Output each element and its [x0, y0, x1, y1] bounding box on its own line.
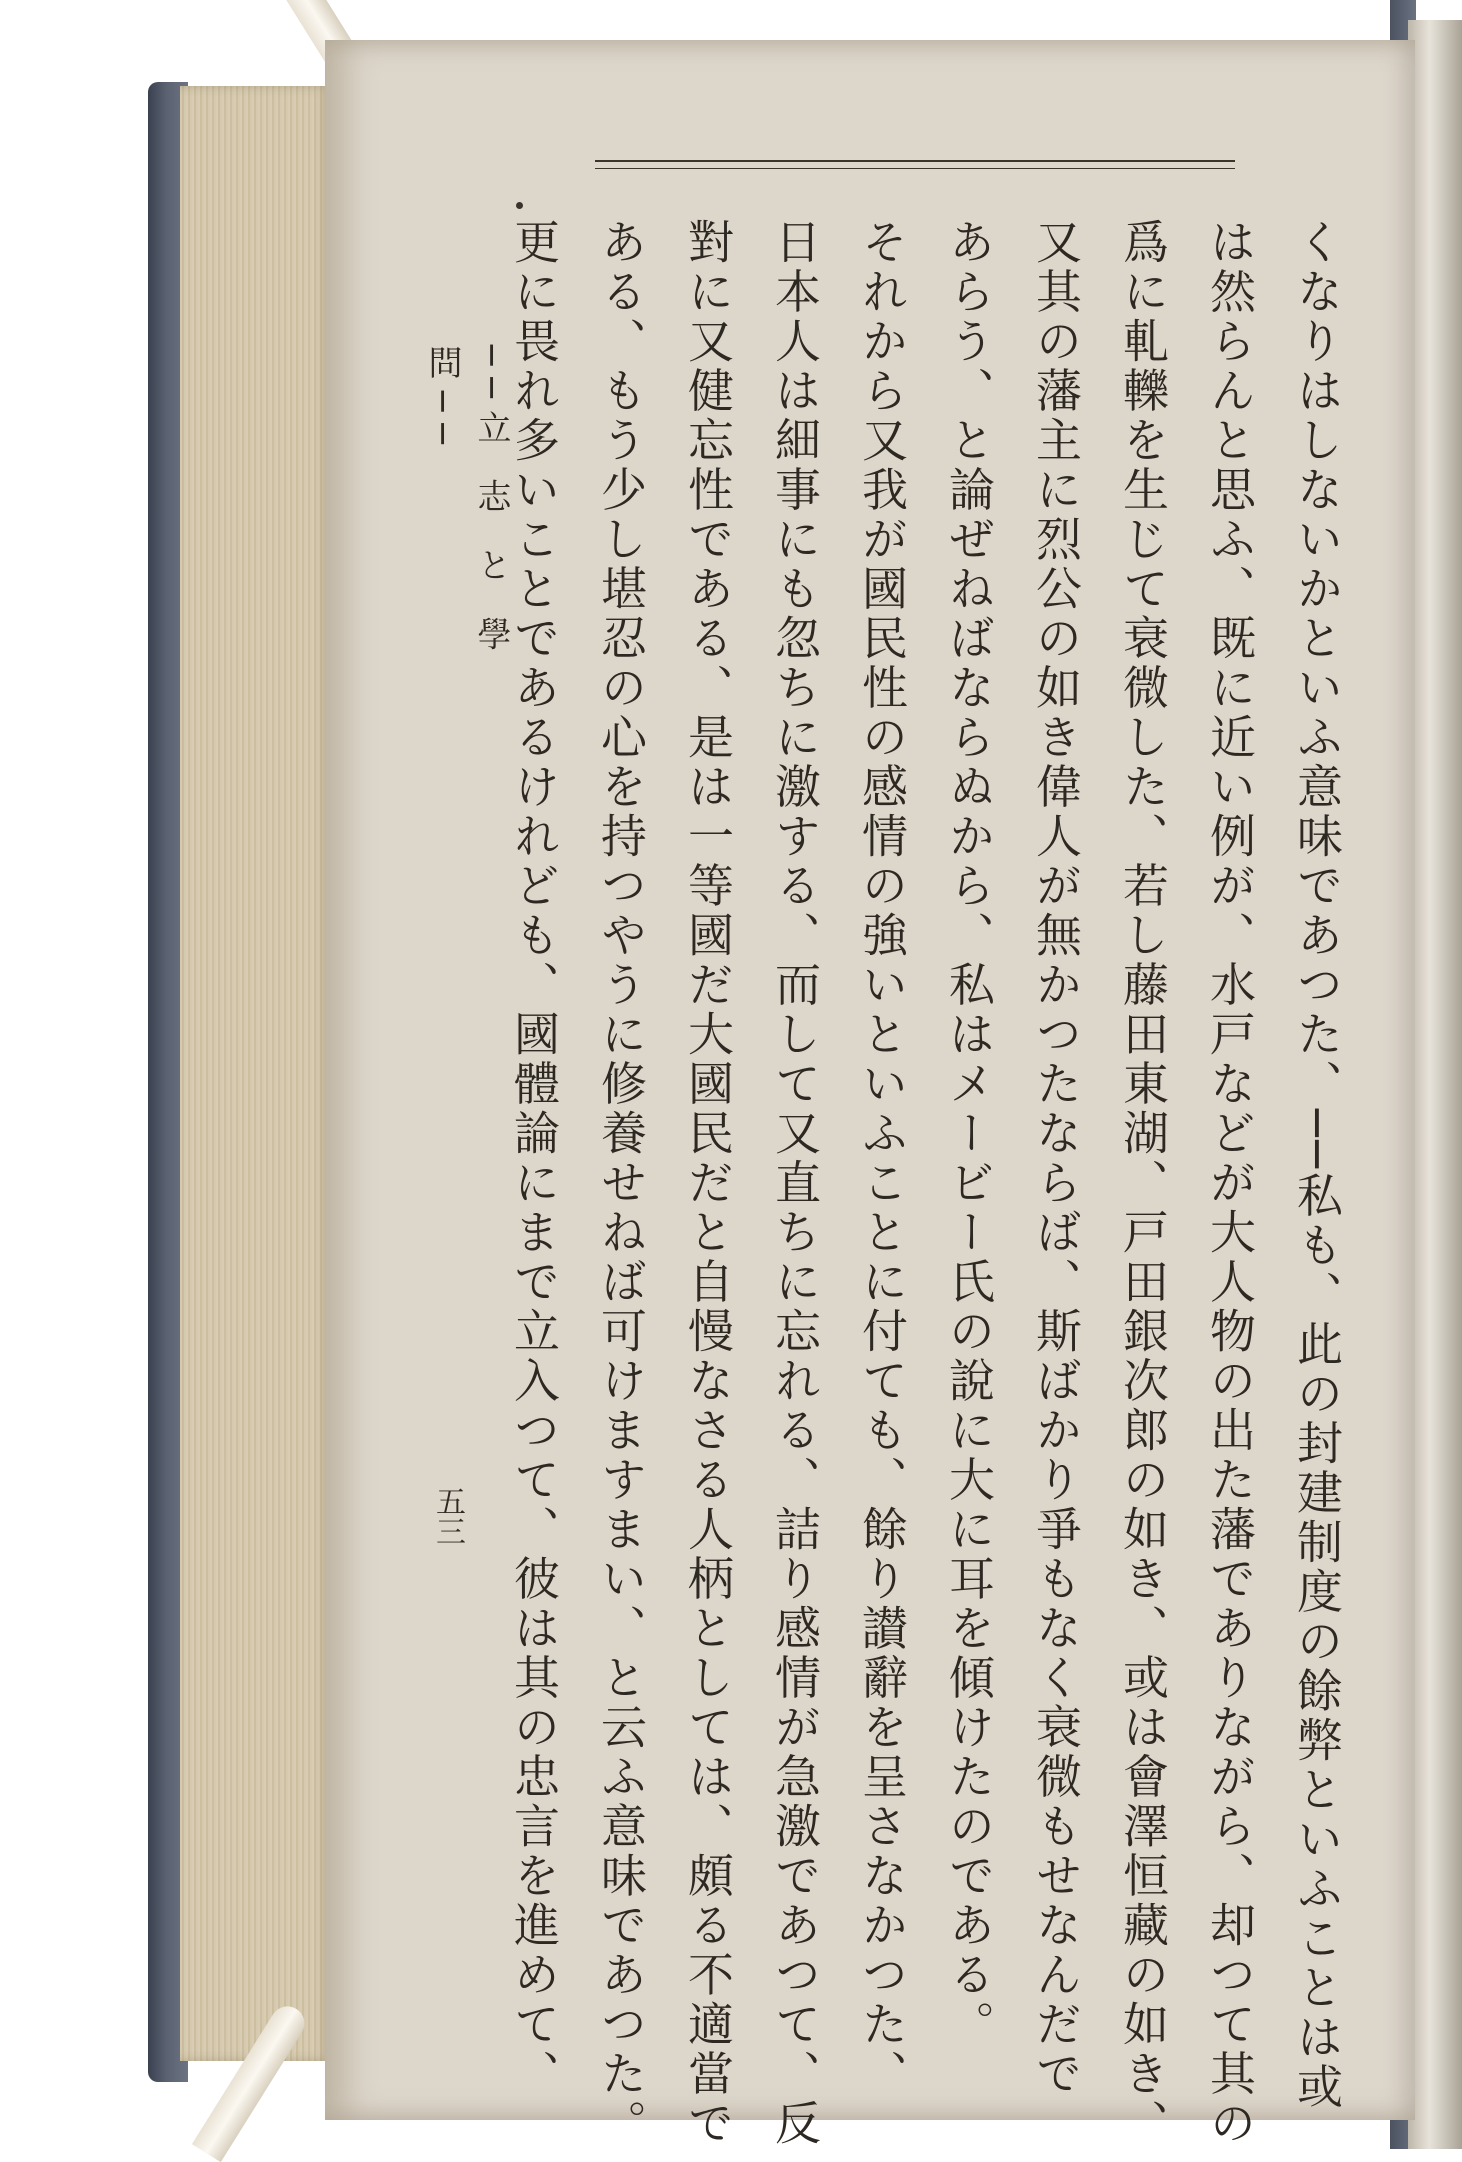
running-title: ──立 志 と 學 問── — [422, 345, 511, 663]
text-column: それから又我が國民性の感情の強いといふことに付ても、餘り讃辭を呈さなかつた、 — [855, 218, 909, 2099]
text-column: 對に又健忘性である、是は一等國だ大國民だと自慢なさる人柄としては、頗る不適當で — [681, 218, 735, 2149]
text-column: は然らんと思ふ、既に近い例が、水戸などが大人物の出た藩でありながら、却つて其の — [1203, 218, 1257, 2149]
page-number: 五三 — [430, 1486, 465, 1546]
text-column: あらう、と論ぜねばならぬから、私はメービー氏の說に大に耳を傾けたのである。 — [942, 218, 996, 2050]
page-block-fore-edge — [180, 86, 330, 2061]
vertical-text-body — [507, 218, 1360, 2149]
header-rule — [595, 160, 1235, 162]
text-column: くなりはしないかといふ意味であつた、──私も、此の封建制度の餘弊といふことは或 — [1290, 218, 1344, 2112]
text-column: ある、もう少し堪忍の心を持つやうに修養せねば可けますまい、と云ふ意味であつた。 — [594, 218, 648, 2149]
text-column: 日本人は細事にも忽ちに激する、而して又直ちに忘れる、詰り感情が急激であつて、反 — [768, 218, 822, 2149]
text-column: 又其の藩主に烈公の如き偉人が無かつたならば、斯ばかり爭もなく衰微もせなんだで — [1029, 218, 1083, 2099]
header-rule-thin — [595, 168, 1235, 169]
margin-mark — [516, 202, 523, 209]
text-column: 爲に軋轢を生じて衰微した、若し藤田東湖、戸田銀次郎の如き、或は會澤恒藏の如き、 — [1116, 218, 1170, 2149]
facing-page-edge — [1408, 20, 1462, 2149]
text-column: 更に畏れ多いことであるけれども、國體論にまで立入つて、彼は其の忠言を進めて、 — [507, 218, 561, 2099]
